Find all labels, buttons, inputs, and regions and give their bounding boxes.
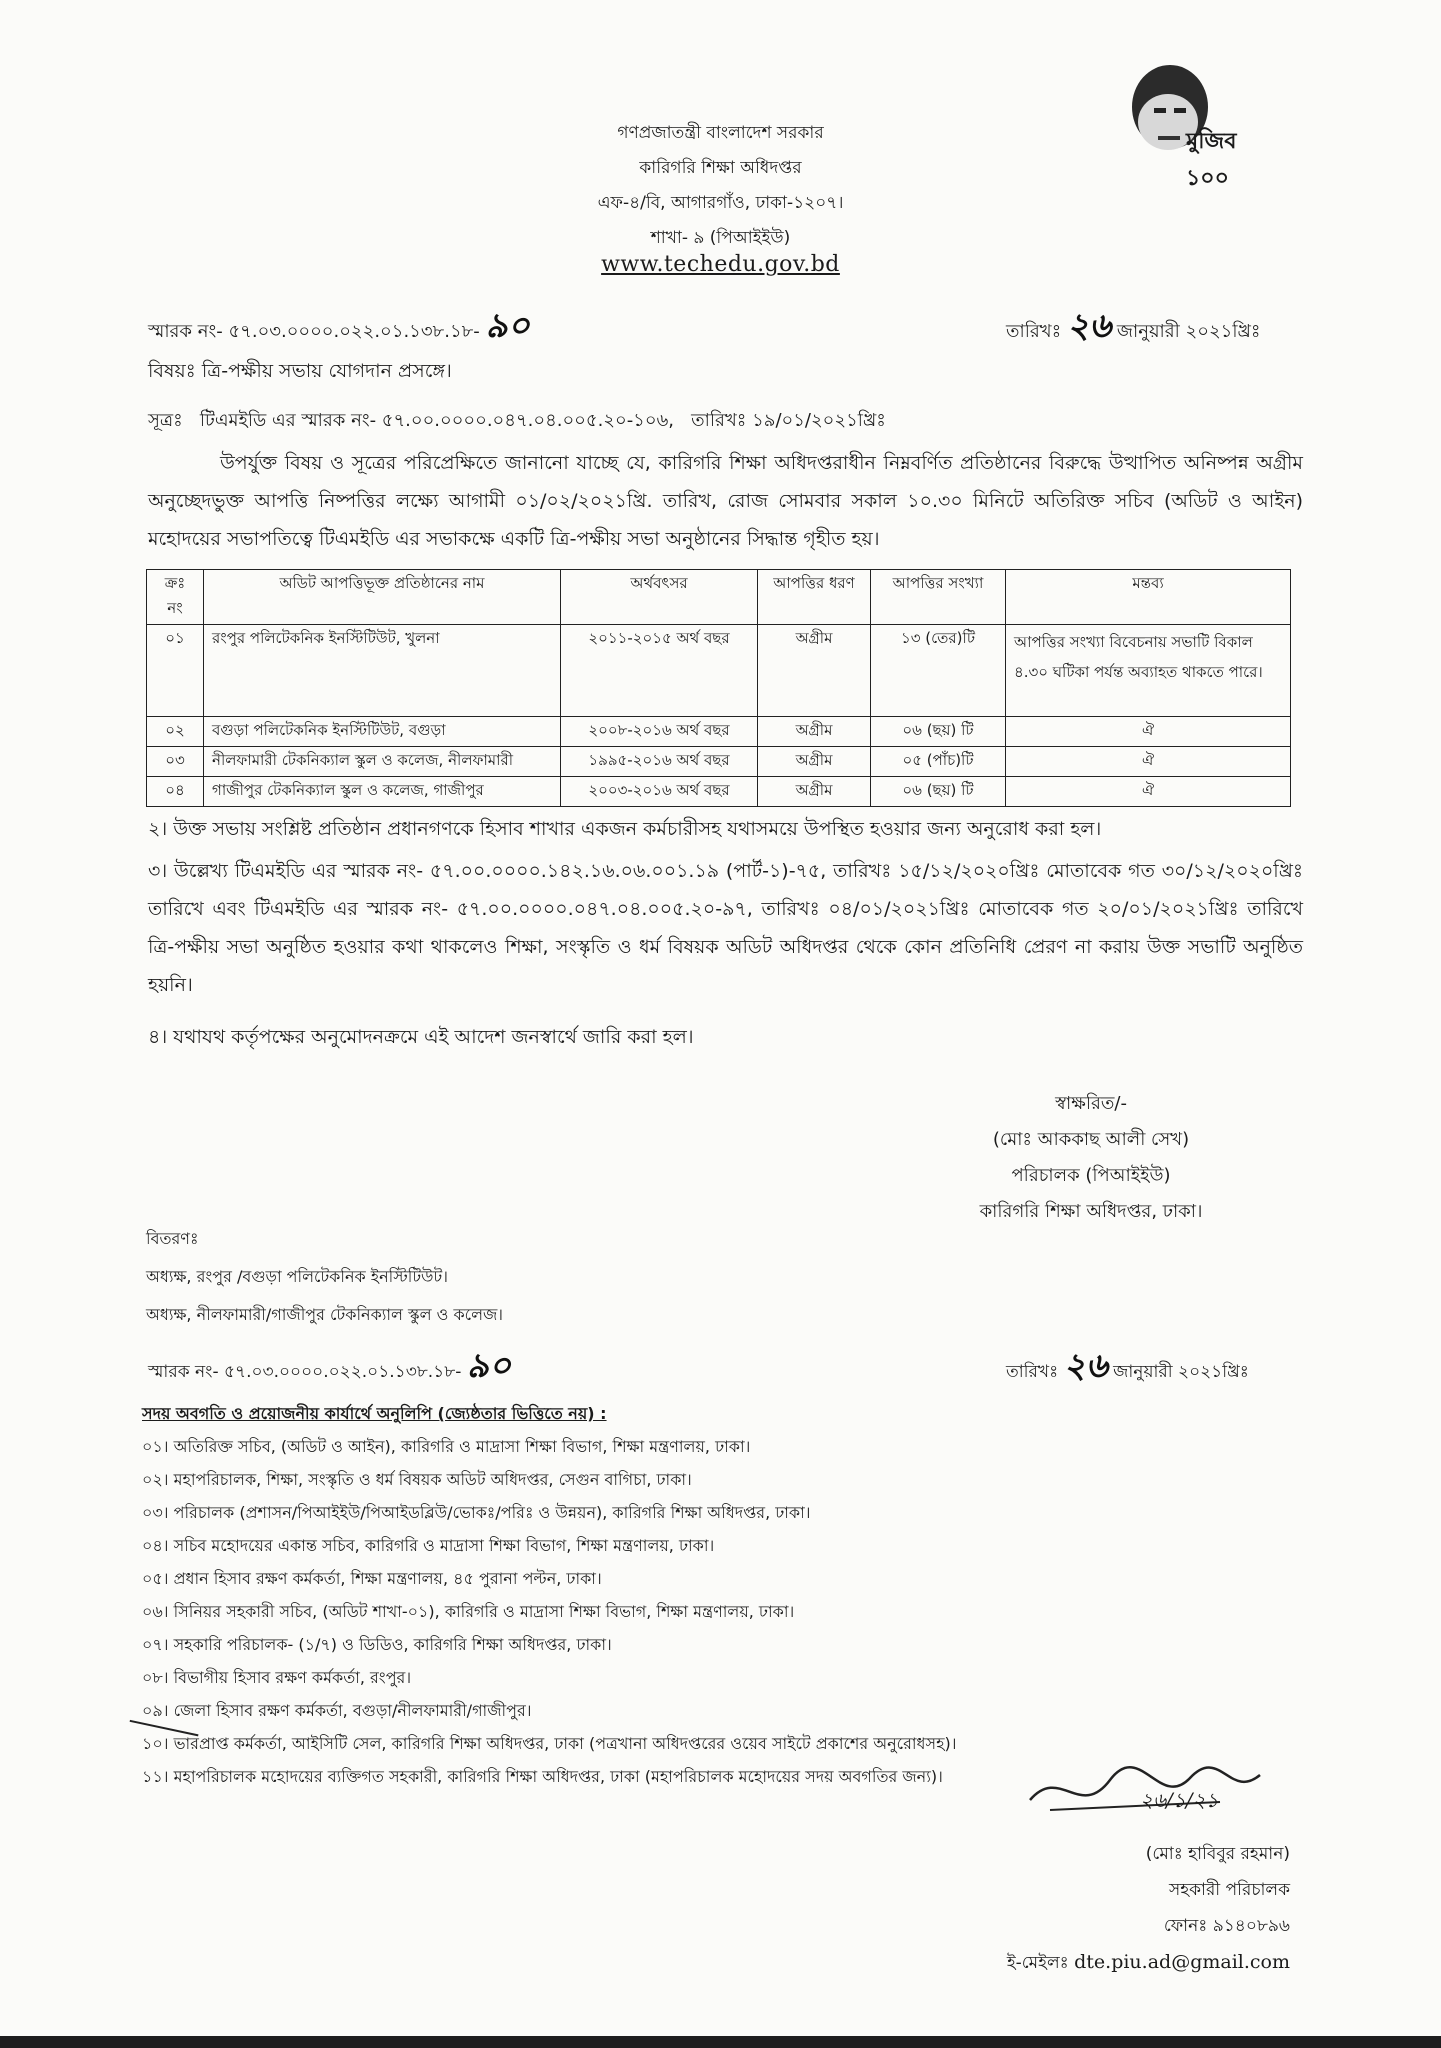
memo-date-handwritten: ২৬ <box>1066 306 1112 346</box>
cell-remarks: ঐ <box>1006 777 1291 807</box>
list-item: ০২। মহাপরিচালক, শিক্ষা, সংস্কৃতি ও ধর্ম বিষয়ক অডিট অধিদপ্তর, সেগুন বাগিচা, ঢাকা। <box>142 1470 692 1489</box>
dept-name: কারিগরি শিক্ষা অধিদপ্তর <box>639 158 802 178</box>
header-objection-count: আপত্তির সংখ্যা <box>871 570 1006 625</box>
cell-institution: বগুড়া পলিটেকনিক ইনস্টিটিউট, বগুড়া <box>204 717 561 747</box>
source-date: তারিখঃ ১৯/০১/২০২১খ্রিঃ <box>691 410 886 431</box>
email-link[interactable]: dte.piu.ad@gmail.com <box>1074 1951 1290 1973</box>
cell-count: ০৫ (পাঁচ)টি <box>871 747 1006 777</box>
cell-remarks: ঐ <box>1006 747 1291 777</box>
address: এফ-৪/বি, আগারগাঁও, ঢাকা-১২০৭। <box>597 193 844 213</box>
audit-table <box>146 569 1291 807</box>
list-item: ০৬। সিনিয়র সহকারী সচিব, (অডিট শাখা-০১), কারিগরি ও মাদ্রাসা শিক্ষা বিভাগ, শিক্ষা মন্ত্রণালয়, ঢাকা। <box>142 1602 795 1621</box>
list-item: ০৫। প্রধান হিসাব রক্ষণ কর্মকর্তা, শিক্ষা মন্ত্রণালয়, ৪৫ পুরানা পল্টন, ঢাকা। <box>142 1569 602 1588</box>
memo-date-suffix: জানুয়ারী ২০২১খ্রিঃ <box>1116 321 1261 342</box>
list-item: ১০। ভারপ্রাপ্ত কর্মকর্তা, আইসিটি সেল, কারিগরি শিক্ষা অধিদপ্তর, ঢাকা (পত্রখানা অধিদপ্তরের ওয়েব সাইটে প্রকাশের অনুরোধসহ)। <box>142 1734 957 1753</box>
cell-institution: গাজীপুর টেকনিক্যাল স্কুল ও কলেজ, গাজীপুর <box>204 777 561 807</box>
cell-type: অগ্রীম <box>758 747 871 777</box>
signature-block-director <box>921 1086 1261 1230</box>
cell-fiscal-year: ১৯৯৫-২০১৬ অর্থ বছর <box>561 747 758 777</box>
memo-ref-handwritten: ৯০ <box>485 306 530 346</box>
list-item: ০৪। সচিব মহোদয়ের একান্ত সচিব, কারিগরি ও মাদ্রাসা শিক্ষা বিভাগ, শিক্ষা মন্ত্রণালয়, ঢাকা। <box>142 1536 715 1555</box>
memo-ref-label: স্মারক নং- ৫৭.০৩.০০০০.০২২.০১.১৩৮.১৮- <box>148 321 480 342</box>
handwritten-signature <box>1020 1760 1310 1830</box>
header-fiscal-year: অর্থবৎসর <box>561 570 758 625</box>
table-row <box>147 777 1291 807</box>
memo2-ref-handwritten: ৯০ <box>466 1346 511 1386</box>
memo-ref <box>148 300 530 357</box>
memo2-date <box>1006 1340 1249 1397</box>
branch: শাখা- ৯ (পিআইইউ) <box>650 228 791 248</box>
cell-institution: নীলফামারী টেকনিক্যাল স্কুল ও কলেজ, নীলফামারী <box>204 747 561 777</box>
memo2-date-suffix: জানুয়ারী ২০২১খ্রিঃ <box>1113 1362 1249 1382</box>
signatory-title: পরিচালক (পিআইইউ) <box>1011 1165 1171 1186</box>
cell-remarks: ঐ <box>1006 717 1291 747</box>
memo2-ref-label: স্মারক নং- ৫৭.০৩.০০০০.০২২.০১.১৩৮.১৮- <box>148 1362 462 1382</box>
table-row <box>147 747 1291 777</box>
copy-list <box>142 1397 956 1793</box>
email-label: ই-মেইলঃ <box>1006 1953 1069 1973</box>
cell-type: অগ্রীম <box>758 777 871 807</box>
list-item: অধ্যক্ষ, রংপুর /বগুড়া পলিটেকনিক ইনস্টিটিউট। <box>146 1267 448 1286</box>
list-item: ০৯। জেলা হিসাব রক্ষণ কর্মকর্তা, বগুড়া/নীলফামারী/গাজীপুর। <box>142 1701 532 1720</box>
source-label: সূত্রঃ <box>148 410 183 431</box>
memo2-date-label: তারিখঃ <box>1006 1362 1059 1382</box>
cell-type: অগ্রীম <box>758 625 871 717</box>
list-item: ০১। অতিরিক্ত সচিব, (অডিট ও আইন), কারিগরি ও মাদ্রাসা শিক্ষা বিভাগ, শিক্ষা মন্ত্রণালয়, ঢাকা। <box>142 1437 751 1456</box>
signatory2-title: সহকারী পরিচালক <box>1168 1880 1290 1900</box>
list-item: ০৮। বিভাগীয় হিসাব রক্ষণ কর্মকর্তা, রংপুর। <box>142 1668 412 1687</box>
list-item: ০৭। সহকারি পরিচালক- (১/৭) ও ডিডিও, কারিগরি শিক্ষা অধিদপ্তর, ঢাকা। <box>142 1635 612 1654</box>
header-serial: ক্রঃ নং <box>147 570 204 625</box>
header-objection-type: আপত্তির ধরণ <box>758 570 871 625</box>
cell-type: অগ্রীম <box>758 717 871 747</box>
signatory2-email-line <box>960 1944 1290 1981</box>
website-link[interactable]: www.techedu.gov.bd <box>601 252 840 277</box>
memo2-date-handwritten: ২৬ <box>1063 1346 1108 1386</box>
cell-fiscal-year: ২০০৩-২০১৬ অর্থ বছর <box>561 777 758 807</box>
cell-serial: ০৪ <box>147 777 204 807</box>
cell-serial: ০১ <box>147 625 204 717</box>
paragraph-3: ৩। উল্লেখ্য টিএমইডি এর স্মারক নং- ৫৭.০০.০০০০.১৪২.১৬.০৬.০০১.১৯ (পার্ট-১)-৭৫, তারিখঃ ১৫/১২/২০২০খ্রিঃ মোতাবেক গত ৩০/১২/২০২০খ্রিঃ তারিখে এবং টিএমইডি এর স্মারক নং- ৫৭.০০.০০০০.০৪৭.০৪.০০৫.২০-৯৭, তারিখঃ ০৪/০১/২০২১খ্রিঃ মোতাবেক গত ২০/০১/২০২১খ্রিঃ তারিখে ত্রি-পক্ষীয় সভা অনুষ্ঠিত হওয়ার কথা থাকলেও শিক্ষা, সংস্কৃতি ও ধর্ম বিষয়ক অডিট অধিদপ্তর থেকে কোন প্রতিনিধি প্রেরণ না করায় উক্ত সভাটি অনুষ্ঠিত হয়নি। <box>148 860 1304 996</box>
distribution <box>146 1220 503 1334</box>
memo2-ref <box>148 1340 511 1397</box>
cell-serial: ০২ <box>147 717 204 747</box>
cell-count: ১৩ (তের)টি <box>871 625 1006 717</box>
list-item: অধ্যক্ষ, নীলফামারী/গাজীপুর টেকনিক্যাল স্কুল ও কলেজ। <box>146 1305 504 1324</box>
paragraph-4: ৪। যথাযথ কর্তৃপক্ষের অনুমোদনক্রমে এই আদেশ জনস্বার্থে জারি করা হল। <box>148 1026 694 1048</box>
cell-remarks: আপত্তির সংখ্যা বিবেচনায় সভাটি বিকাল ৪.৩০ ঘটিকা পর্যন্ত অব্যাহত থাকতে পারে। <box>1006 625 1291 717</box>
logo-text: মুজিব ১০০ <box>1186 128 1237 191</box>
distribution-label: বিতরণঃ <box>146 1229 199 1248</box>
cell-institution: রংপুর পলিটেকনিক ইনস্টিটিউট, খুলনা <box>204 625 561 717</box>
signed-mark: স্বাক্ষরিত/- <box>1055 1093 1127 1114</box>
source-text: টিএমইডি এর স্মারক নং- ৫৭.০০.০০০০.০৪৭.০৪.০০৫.২০-১০৬, <box>199 410 674 431</box>
signatory-office: কারিগরি শিক্ষা অধিদপ্তর, ঢাকা। <box>979 1201 1203 1222</box>
scan-border <box>0 2036 1441 2048</box>
list-item: ০৩। পরিচালক (প্রশাসন/পিআইইউ/পিআইডব্লিউ/ভোকঃ/পরিঃ ও উন্নয়ন), কারিগরি শিক্ষা অধিদপ্তর, ঢাকা। <box>142 1503 811 1522</box>
copy-heading: সদয় অবগতি ও প্রয়োজনীয় কার্যার্থে অনুলিপি (জ্যেষ্ঠতার ভিত্তিতে নয়) : <box>142 1404 607 1423</box>
memo-date-label: তারিখঃ <box>1006 321 1062 342</box>
paragraph-1: উপর্যুক্ত বিষয় ও সূত্রের পরিপ্রেক্ষিতে জানানো যাচ্ছে যে, কারিগরি শিক্ষা অধিদপ্তরাধীন নিম্নবর্ণিত প্রতিষ্ঠানের বিরুদ্ধে উত্থাপিত অনিষ্পন্ন অগ্রীম অনুচ্ছেদভুক্ত আপত্তি নিষ্পত্তির লক্ষ্যে আগামী ০১/০২/২০২১খ্রি. তারিখ, রোজ সোমবার সকাল ১০.৩০ মিনিটে অতিরিক্ত সচিব (অডিট ও আইন) মহোদয়ের সভাপতিত্বে টিএমইডি এর সভাকক্ষে একটি ত্রি-পক্ষীয় সভা অনুষ্ঠানের সিদ্ধান্ত গৃহীত হয়। <box>148 452 1303 550</box>
cell-count: ০৬ (ছয়) টি <box>871 777 1006 807</box>
table-row <box>147 625 1291 717</box>
cell-count: ০৬ (ছয়) টি <box>871 717 1006 747</box>
signatory2-phone: ফোনঃ ৯১৪০৮৯৬ <box>1163 1916 1290 1936</box>
cell-fiscal-year: ২০১১-২০১৫ অর্থ বছর <box>561 625 758 717</box>
header-remarks: মন্তব্য <box>1006 570 1291 625</box>
subject: বিষয়ঃ ত্রি-পক্ষীয় সভায় যোগদান প্রসঙ্গে। <box>148 360 452 382</box>
signatory2-name: (মোঃ হাবিবুর রহমান) <box>1145 1844 1290 1864</box>
signature-block-assistant <box>960 1836 1290 1981</box>
signature-date: ২৬/১/২১ <box>1140 1788 1219 1812</box>
memo-date <box>1006 300 1260 357</box>
govt-name: গণপ্রজাতন্ত্রী বাংলাদেশ সরকার <box>617 123 824 143</box>
table-header-row <box>147 570 1291 625</box>
list-item: ১১। মহাপরিচালক মহোদয়ের ব্যক্তিগত সহকারী, কারিগরি শিক্ষা অধিদপ্তর, ঢাকা (মহাপরিচালক মহোদয়ের সদয় অবগতির জন্য)। <box>142 1767 943 1786</box>
signatory-name: (মোঃ আককাছ আলী সেখ) <box>992 1129 1190 1150</box>
source-line <box>148 406 886 437</box>
paragraph-2: ২। উক্ত সভায় সংশ্লিষ্ট প্রতিষ্ঠান প্রধানগণকে হিসাব শাখার একজন কর্মচারীসহ যথাসময়ে উপস্থিত হওয়ার জন্য অনুরোধ করা হল। <box>148 818 1102 840</box>
table-row <box>147 717 1291 747</box>
cell-serial: ০৩ <box>147 747 204 777</box>
header-institution: অডিট আপত্তিভূক্ত প্রতিষ্ঠানের নাম <box>204 570 561 625</box>
cell-fiscal-year: ২০০৮-২০১৬ অর্থ বছর <box>561 717 758 747</box>
